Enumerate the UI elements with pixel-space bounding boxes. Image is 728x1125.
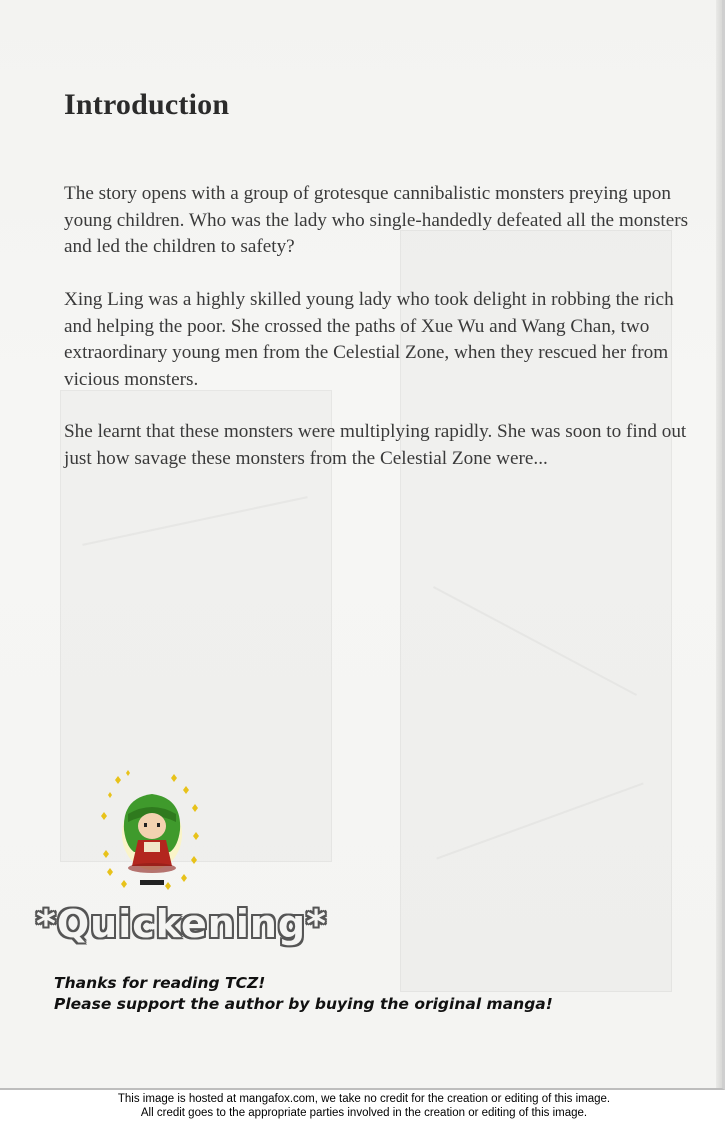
scanlator-group-logo: *Quickening*	[36, 902, 328, 946]
intro-paragraph-2: Xing Ling was a highly skilled young lady who took delight in robbing the rich and helping the poor. She crossed the paths of Xue Wu and Wang Chan, two extraordinary young men from the Celestial Zone, when they rescued her from vicious monsters.	[64, 289, 674, 390]
thanks-message	[54, 973, 553, 1015]
disclaimer-line-2: All credit goes to the appropriate parties involved in the creation or editing of this image.	[140, 1107, 588, 1119]
chibi-mascot-icon	[98, 770, 208, 895]
thanks-line-1: Thanks for reading TCZ!	[54, 974, 266, 992]
disclaimer-line-1: This image is hosted at mangafox.com, we take no credit for the creation or editing of this image.	[117, 1093, 611, 1105]
intro-paragraph-1: The story opens with a group of grotesque cannibalistic monsters preying upon young children. Who was the lady who single-handedly defeated all the monsters and led the children to safety?	[64, 183, 689, 257]
hosting-disclaimer	[0, 1092, 728, 1120]
page-edge	[716, 0, 722, 1088]
page-title: Introduction	[64, 88, 230, 121]
intro-paragraph-3: She learnt that these monsters were multiplying rapidly. She was soon to find out just how savage these monsters from the Celestial Zone were...	[64, 421, 687, 469]
thanks-line-2: Please support the author by buying the original manga!	[54, 995, 553, 1013]
